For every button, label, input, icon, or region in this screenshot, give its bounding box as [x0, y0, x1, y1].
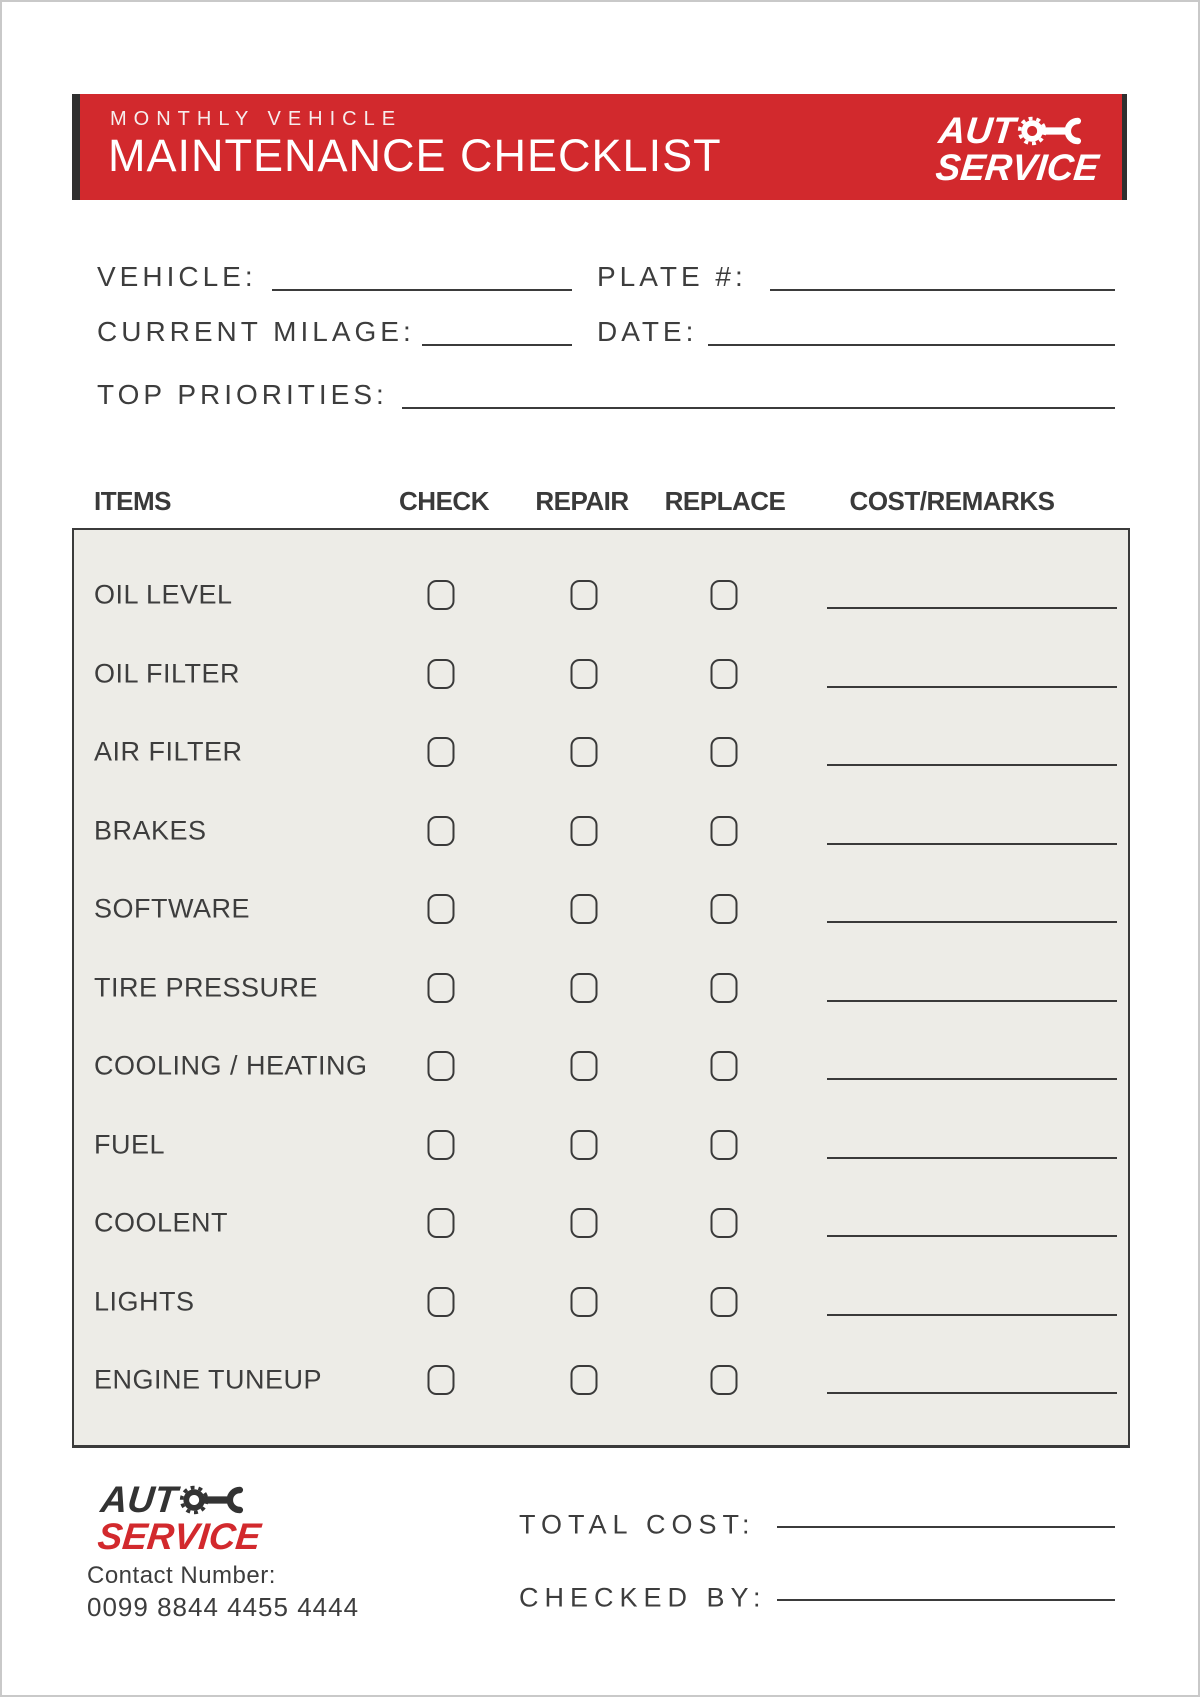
cost-remarks-line[interactable] [827, 1000, 1117, 1002]
check-checkbox[interactable] [428, 973, 455, 1003]
vehicle-field[interactable] [272, 289, 572, 291]
date-label: DATE: [597, 316, 698, 347]
replace-checkbox[interactable] [711, 1365, 738, 1395]
check-checkbox[interactable] [428, 1365, 455, 1395]
page-title: MAINTENANCE CHECKLIST [108, 130, 722, 181]
repair-checkbox[interactable] [571, 1208, 598, 1238]
repair-checkbox[interactable] [571, 894, 598, 924]
title-banner-red [80, 94, 1122, 200]
repair-checkbox[interactable] [571, 580, 598, 610]
check-checkbox[interactable] [428, 659, 455, 689]
cost-remarks-line[interactable] [827, 1078, 1117, 1080]
cost-remarks-line[interactable] [827, 1314, 1117, 1316]
total-cost-field[interactable] [777, 1526, 1115, 1528]
item-label: LIGHTS [94, 1286, 195, 1316]
brand-word-service: SERVICE [95, 1516, 263, 1557]
check-checkbox[interactable] [428, 816, 455, 846]
date-field[interactable] [708, 344, 1115, 346]
repair-checkbox[interactable] [571, 659, 598, 689]
plate-field[interactable] [770, 289, 1115, 291]
item-label: FUEL [94, 1129, 166, 1159]
repair-checkbox[interactable] [571, 1365, 598, 1395]
replace-checkbox[interactable] [711, 580, 738, 610]
item-label: ENGINE TUNEUP [94, 1364, 323, 1395]
replace-checkbox[interactable] [711, 1051, 738, 1081]
vehicle-label: VEHICLE: [97, 261, 257, 292]
checked-by-label: CHECKED BY: [519, 1582, 767, 1613]
check-checkbox[interactable] [428, 1130, 455, 1160]
replace-checkbox[interactable] [711, 1208, 738, 1238]
repair-checkbox[interactable] [571, 1287, 598, 1317]
cost-remarks-line[interactable] [827, 1235, 1117, 1237]
column-header-replace: REPLACE [664, 486, 786, 516]
item-label: AIR FILTER [94, 736, 243, 767]
item-label: SOFTWARE [94, 893, 250, 924]
repair-checkbox[interactable] [571, 816, 598, 846]
brand-logo-header [933, 110, 1101, 188]
brand-word-auto: AUT [936, 110, 1017, 151]
item-label: COOLING / HEATING [94, 1050, 368, 1081]
column-header-items: ITEMS [94, 486, 171, 516]
check-checkbox[interactable] [428, 1287, 455, 1317]
brand-word-auto: AUT [99, 1479, 180, 1520]
repair-checkbox[interactable] [571, 1130, 598, 1160]
replace-checkbox[interactable] [711, 1130, 738, 1160]
replace-checkbox[interactable] [711, 894, 738, 924]
repair-checkbox[interactable] [571, 1051, 598, 1081]
contact-number-label: Contact Number: [87, 1562, 276, 1589]
item-label: BRAKES [94, 815, 207, 845]
checked-by-field[interactable] [777, 1599, 1115, 1601]
cost-remarks-line[interactable] [827, 1392, 1117, 1394]
check-checkbox[interactable] [428, 1051, 455, 1081]
check-checkbox[interactable] [428, 894, 455, 924]
milage-field[interactable] [422, 344, 572, 346]
priorities-field[interactable] [402, 407, 1115, 409]
cost-remarks-line[interactable] [827, 686, 1117, 688]
check-checkbox[interactable] [428, 737, 455, 767]
repair-checkbox[interactable] [571, 973, 598, 1003]
cost-remarks-line[interactable] [827, 607, 1117, 609]
cost-remarks-line[interactable] [827, 921, 1117, 923]
brand-word-service: SERVICE [933, 147, 1101, 188]
wrench-gear-icon [1017, 115, 1095, 147]
replace-checkbox[interactable] [711, 1287, 738, 1317]
title-banner [72, 94, 1127, 200]
priorities-label: TOP PRIORITIES: [97, 379, 388, 410]
plate-label: PLATE #: [597, 261, 747, 292]
check-checkbox[interactable] [428, 1208, 455, 1238]
replace-checkbox[interactable] [711, 659, 738, 689]
item-label: TIRE PRESSURE [94, 972, 319, 1002]
cost-remarks-line[interactable] [827, 1157, 1117, 1159]
replace-checkbox[interactable] [711, 816, 738, 846]
column-header-repair: REPAIR [535, 486, 629, 516]
item-label: OIL LEVEL [94, 579, 233, 610]
checklist-panel [72, 528, 1130, 1448]
milage-label: CURRENT MILAGE: [97, 316, 415, 347]
contact-number-value: 0099 8844 4455 4444 [87, 1592, 360, 1622]
check-checkbox[interactable] [428, 580, 455, 610]
brand-logo-footer [95, 1479, 263, 1557]
wrench-gear-icon [179, 1484, 257, 1516]
replace-checkbox[interactable] [711, 737, 738, 767]
total-cost-label: TOTAL COST: [519, 1509, 756, 1540]
column-header-check: CHECK [399, 486, 489, 516]
item-label: COOLENT [94, 1207, 229, 1238]
item-label: OIL FILTER [94, 658, 241, 688]
column-header-cost: COST/REMARKS [849, 486, 1055, 516]
banner-kicker: MONTHLY VEHICLE [110, 108, 403, 130]
cost-remarks-line[interactable] [827, 843, 1117, 845]
replace-checkbox[interactable] [711, 973, 738, 1003]
repair-checkbox[interactable] [571, 737, 598, 767]
cost-remarks-line[interactable] [827, 764, 1117, 766]
